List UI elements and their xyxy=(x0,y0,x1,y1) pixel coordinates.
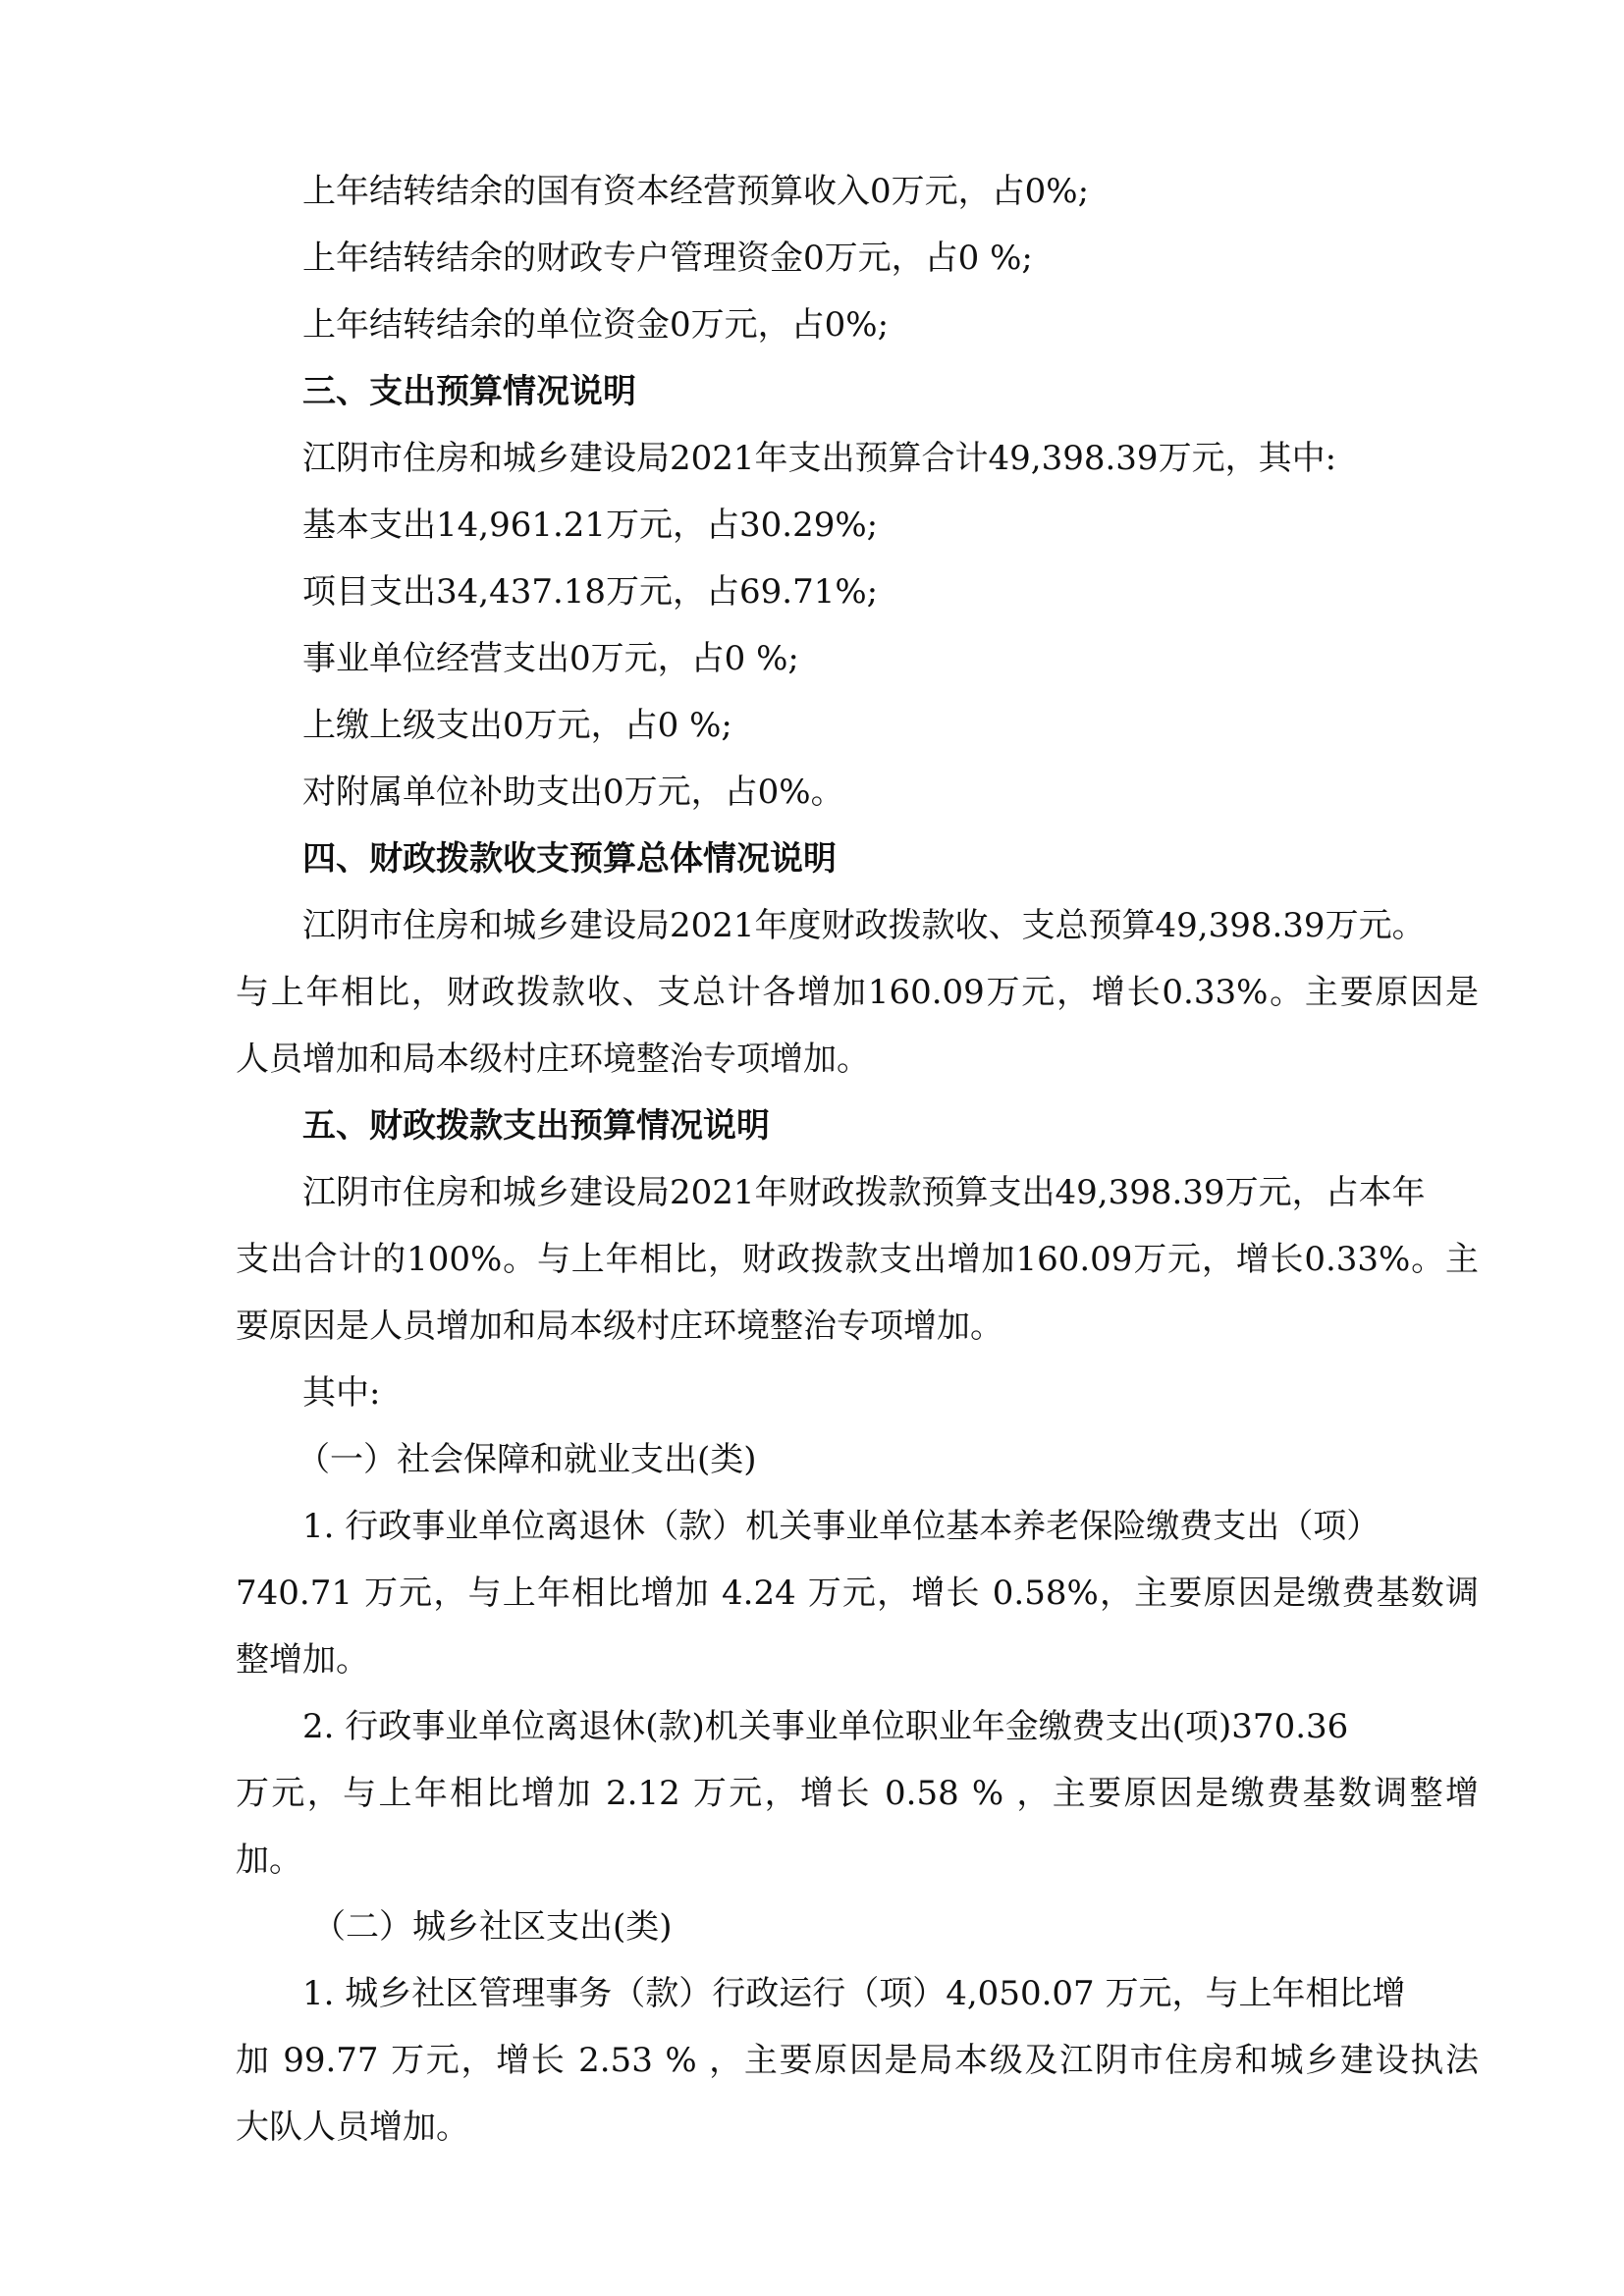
text-line: 1. 行政事业单位离退休（款）机关事业单位基本养老保险缴费支出（项） xyxy=(302,1507,1380,1546)
subsection-heading: （二）城乡社区支出(类) xyxy=(312,1907,673,1947)
text-line: 万元，与上年相比增加 2.12 万元，增长 0.58 % ，主要原因是缴费基数调整增 xyxy=(236,1774,1479,1813)
text-line: 人员增加和局本级村庄环境整治专项增加。 xyxy=(236,1040,870,1079)
text-line: 740.71 万元，与上年相比增加 4.24 万元，增长 0.58%，主要原因是缴费基数调 xyxy=(236,1574,1479,1613)
text-line: 上年结转结余的国有资本经营预算收入0万元，占0%; xyxy=(302,172,1090,211)
section-heading: 四、财政拨款收支预算总体情况说明 xyxy=(302,839,837,879)
text-line: 上年结转结余的单位资金0万元，占0%; xyxy=(302,305,890,345)
text-line: 事业单位经营支出0万元，占0 %; xyxy=(302,639,799,678)
text-line: 对附属单位补助支出0万元，占0%。 xyxy=(302,773,844,812)
text-line: 2. 行政事业单位离退休(款)机关事业单位职业年金缴费支出(项)370.36 xyxy=(302,1707,1349,1746)
section-heading: 五、财政拨款支出预算情况说明 xyxy=(302,1106,770,1146)
text-line: 与上年相比，财政拨款收、支总计各增加160.09万元，增长0.33%。主要原因是 xyxy=(236,973,1479,1012)
text-line: 上缴上级支出0万元，占0 %; xyxy=(302,706,732,745)
text-line: 项目支出34,437.18万元，占69.71%; xyxy=(302,572,879,612)
text-line: 整增加。 xyxy=(236,1640,369,1680)
text-line: 基本支出14,961.21万元，占30.29%; xyxy=(302,506,879,545)
text-line: 上年结转结余的财政专户管理资金0万元，占0 %; xyxy=(302,239,1033,278)
text-line: 要原因是人员增加和局本级村庄环境整治专项增加。 xyxy=(236,1307,1003,1346)
text-line: 大队人员增加。 xyxy=(236,2108,469,2147)
text-line: 江阴市住房和城乡建设局2021年财政拨款预算支出49,398.39万元，占本年 xyxy=(302,1173,1426,1212)
text-line: 江阴市住房和城乡建设局2021年支出预算合计49,398.39万元，其中: xyxy=(302,439,1337,478)
text-line: 加 99.77 万元，增长 2.53 % ，主要原因是局本级及江阴市住房和城乡建设执法 xyxy=(236,2041,1479,2080)
text-line: 1. 城乡社区管理事务（款）行政运行（项）4,050.07 万元，与上年相比增 xyxy=(302,1974,1406,2013)
text-line: 支出合计的100%。与上年相比，财政拨款支出增加160.09万元，增长0.33%。主 xyxy=(236,1240,1479,1279)
section-heading: 三、支出预算情况说明 xyxy=(302,372,636,411)
text-line: 其中: xyxy=(302,1373,381,1413)
subsection-heading: （一）社会保障和就业支出(类) xyxy=(297,1440,757,1479)
text-line: 加。 xyxy=(236,1841,302,1880)
text-line: 江阴市住房和城乡建设局2021年度财政拨款收、支总预算49,398.39万元。 xyxy=(302,906,1426,945)
